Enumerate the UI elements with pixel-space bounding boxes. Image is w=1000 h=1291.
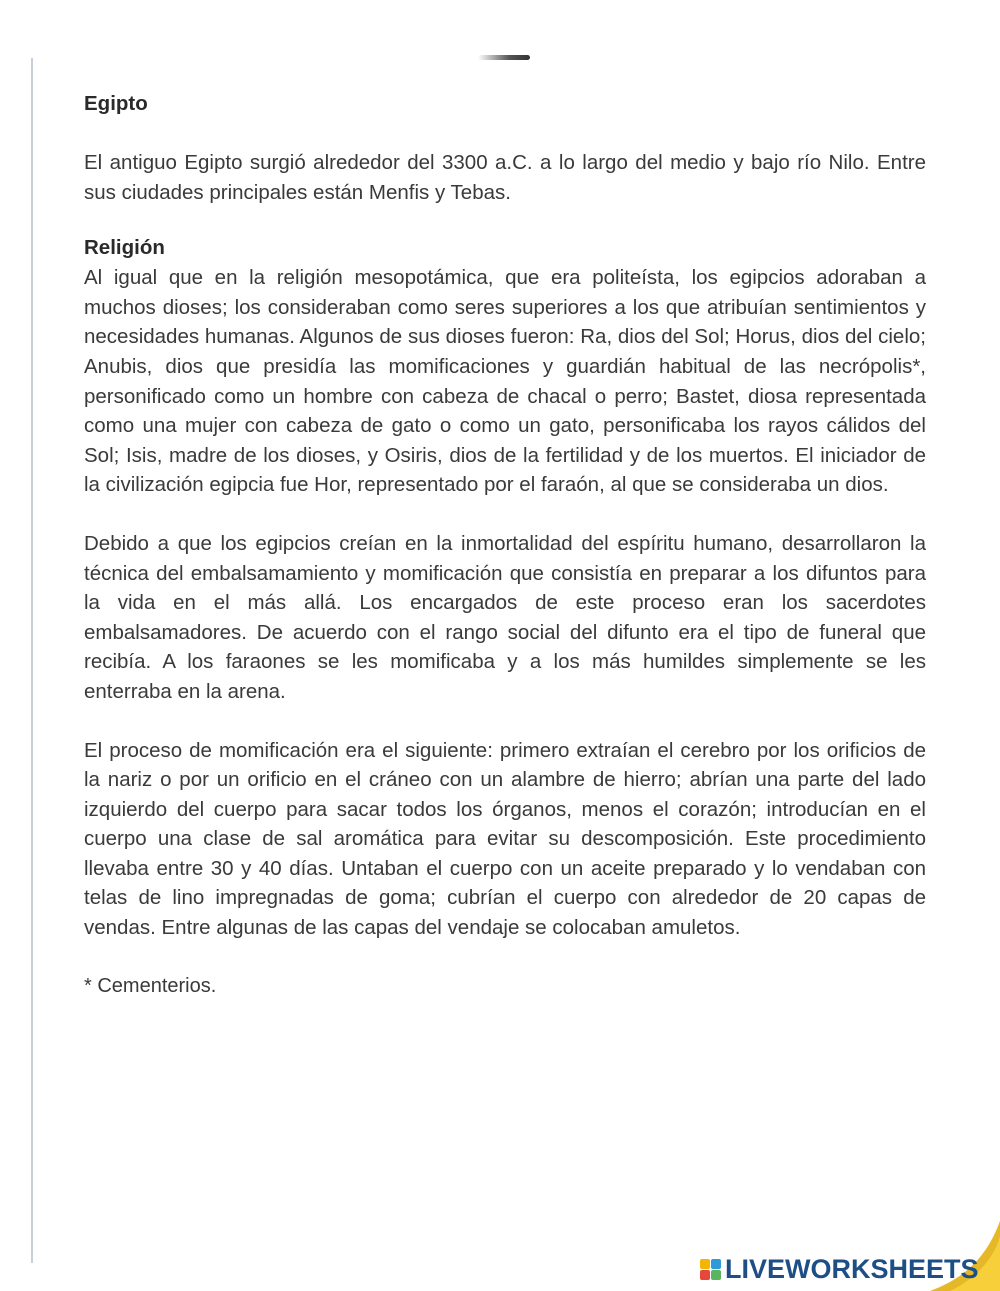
section-heading: Religión xyxy=(84,236,165,260)
document-body xyxy=(84,88,926,1001)
liveworksheets-logo-icon xyxy=(700,1259,721,1280)
footnote: * Cementerios. xyxy=(84,974,217,997)
scan-mark xyxy=(478,55,530,60)
brand-footer[interactable] xyxy=(700,1253,979,1284)
brand-name: LIVEWORKSHEETS xyxy=(725,1253,979,1284)
paragraph-mummification: El proceso de momificación era el siguiente: primero extraían el cerebro por los orificios de la nariz o por un orificio en el cráneo con un alambre de hierro; abrían una parte del lado izquierdo del cuerpo para sacar todos los órganos, menos el corazón; introducían en el cuerpo una clase de sal aromática para evitar su descomposición. Este procedimiento llevaba entre 30 y 40 días. Untaban el cuerpo con un aceite preparado y lo vendaban con telas de lino impregnadas de goma; cubrían el cuerpo con alrededor de 20 capas de vendas. Entre algunas de las capas del vendaje se colocaban amuletos. xyxy=(84,738,926,940)
paragraph-religion: Al igual que en la religión mesopotámica, que era politeísta, los egipcios adoraban a muchos dioses; los consideraban como seres superiores a los que atribuían sentimientos y necesidades humanas. Algunos de sus dioses fueron: Ra, dios del Sol; Horus, dios del cielo; Anubis, dios que presidía las momificaciones y guardián habitual de las necrópolis*, personificado como un hombre con cabeza de chacal o perro; Bastet, diosa representada como una mujer con cabeza de gato o como un gato, personificaba los rayos cálidos del Sol; Isis, madre de los dioses, y Osiris, dios de la fertilidad y de los muertos. El iniciador de la civilización egipcia fue Hor, representado por el faraón, al que se consideraba un dios. xyxy=(84,266,926,497)
intro-paragraph: El antiguo Egipto surgió alrededor del 3300 a.C. a lo largo del medio y bajo río Nilo. Entre sus ciudades principales están Menfis y Tebas. xyxy=(84,151,926,204)
page-title: Egipto xyxy=(84,92,148,115)
paragraph-embalming: Debido a que los egipcios creían en la inmortalidad del espíritu humano, desarrollaron la técnica del embalsamamiento y momificación que consistía en preparar a los difuntos para la vida en el más allá. Los encargados de este proceso eran los sacerdotes embalsamadores. De acuerdo con el rango social del difunto era el tipo de funeral que recibía. A los faraones se les momificaba y a los más humildes simplemente se les enterraba en la arena. xyxy=(84,531,926,703)
page-left-edge xyxy=(31,58,33,1263)
